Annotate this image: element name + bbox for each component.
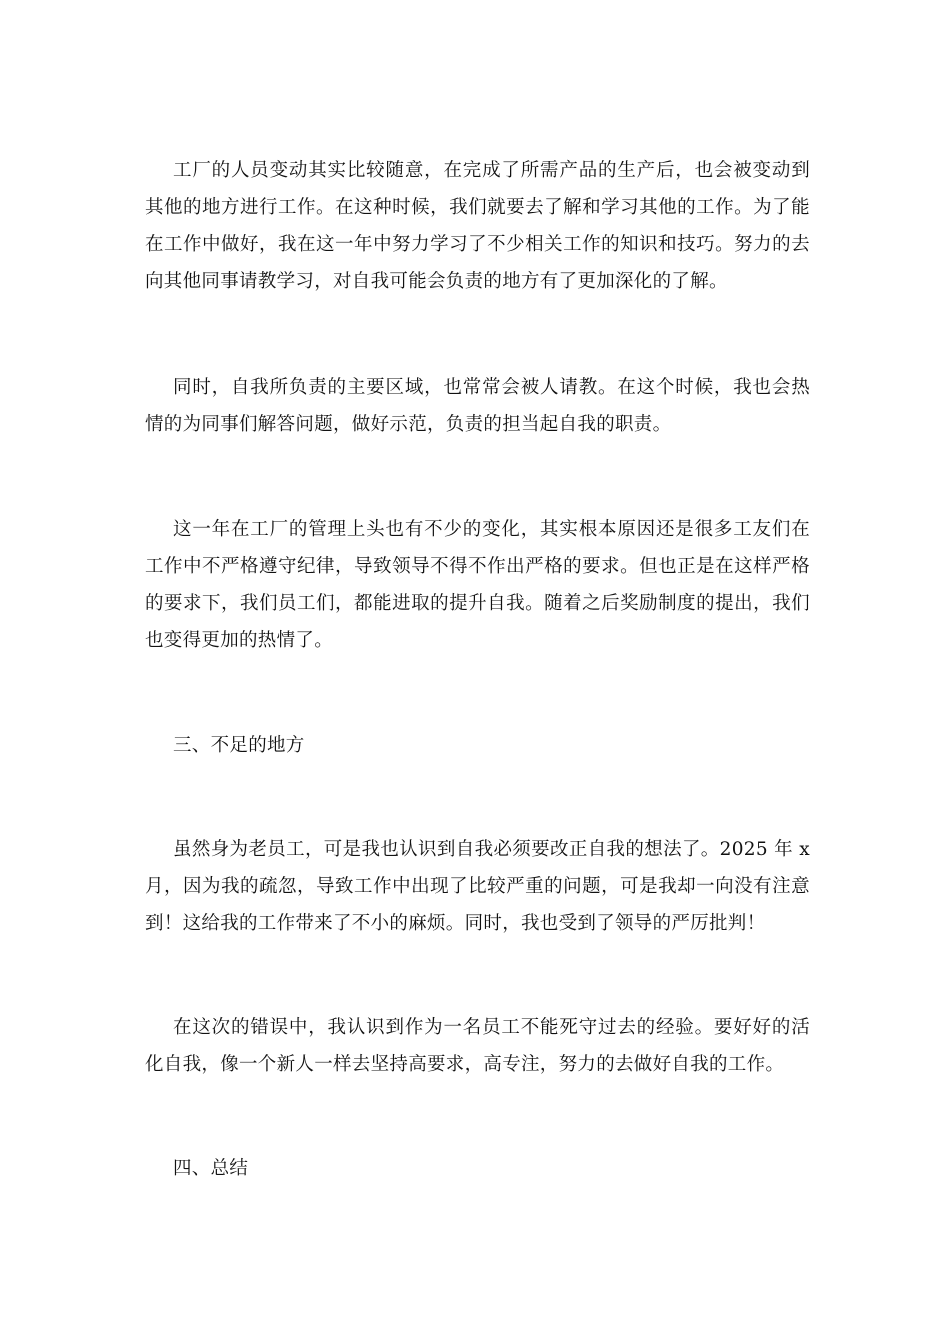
paragraph-management-changes: 这一年在工厂的管理上头也有不少的变化，其实根本原因还是很多工友们在工作中不严格遵守纪律，导致领导不得不作出严格的要求。但也正是在这样严格的要求下，我们员工们，都能进取的提升自我。随着之后奖励制度的提出，我们也变得更加的热情了。: [145, 519, 810, 651]
section-heading-summary: 四、总结: [173, 1158, 249, 1179]
paragraph-mistake-reflection: 虽然身为老员工，可是我也认识到自我必须要改正自我的想法了。2025 年 x 月，因为我的疏忽，导致工作中出现了比较严重的问题，可是我却一向没有注意到！这给我的工作带来了不小的麻烦。同时，我也受到了领导的严厉批判！: [145, 839, 810, 934]
paragraph-staff-rotation: 工厂的人员变动其实比较随意，在完成了所需产品的生产后，也会被变动到其他的地方进行工作。在这种时候，我们就要去了解和学习其他的工作。为了能在工作中做好，我在这一年中努力学习了不少相关工作的知识和技巧。努力的去向其他同事请教学习，对自我可能会负责的地方有了更加深化的了解。: [145, 160, 810, 292]
paragraph-helping-colleagues: 同时，自我所负责的主要区域，也常常会被人请教。在这个时候，我也会热情的为同事们解答问题，做好示范，负责的担当起自我的职责。: [145, 377, 810, 435]
paragraph-lesson-learned: 在这次的错误中，我认识到作为一名员工不能死守过去的经验。要好好的活化自我，像一个新人一样去坚持高要求，高专注，努力的去做好自我的工作。: [145, 1017, 810, 1075]
section-heading-shortcomings: 三、不足的地方: [173, 735, 305, 756]
